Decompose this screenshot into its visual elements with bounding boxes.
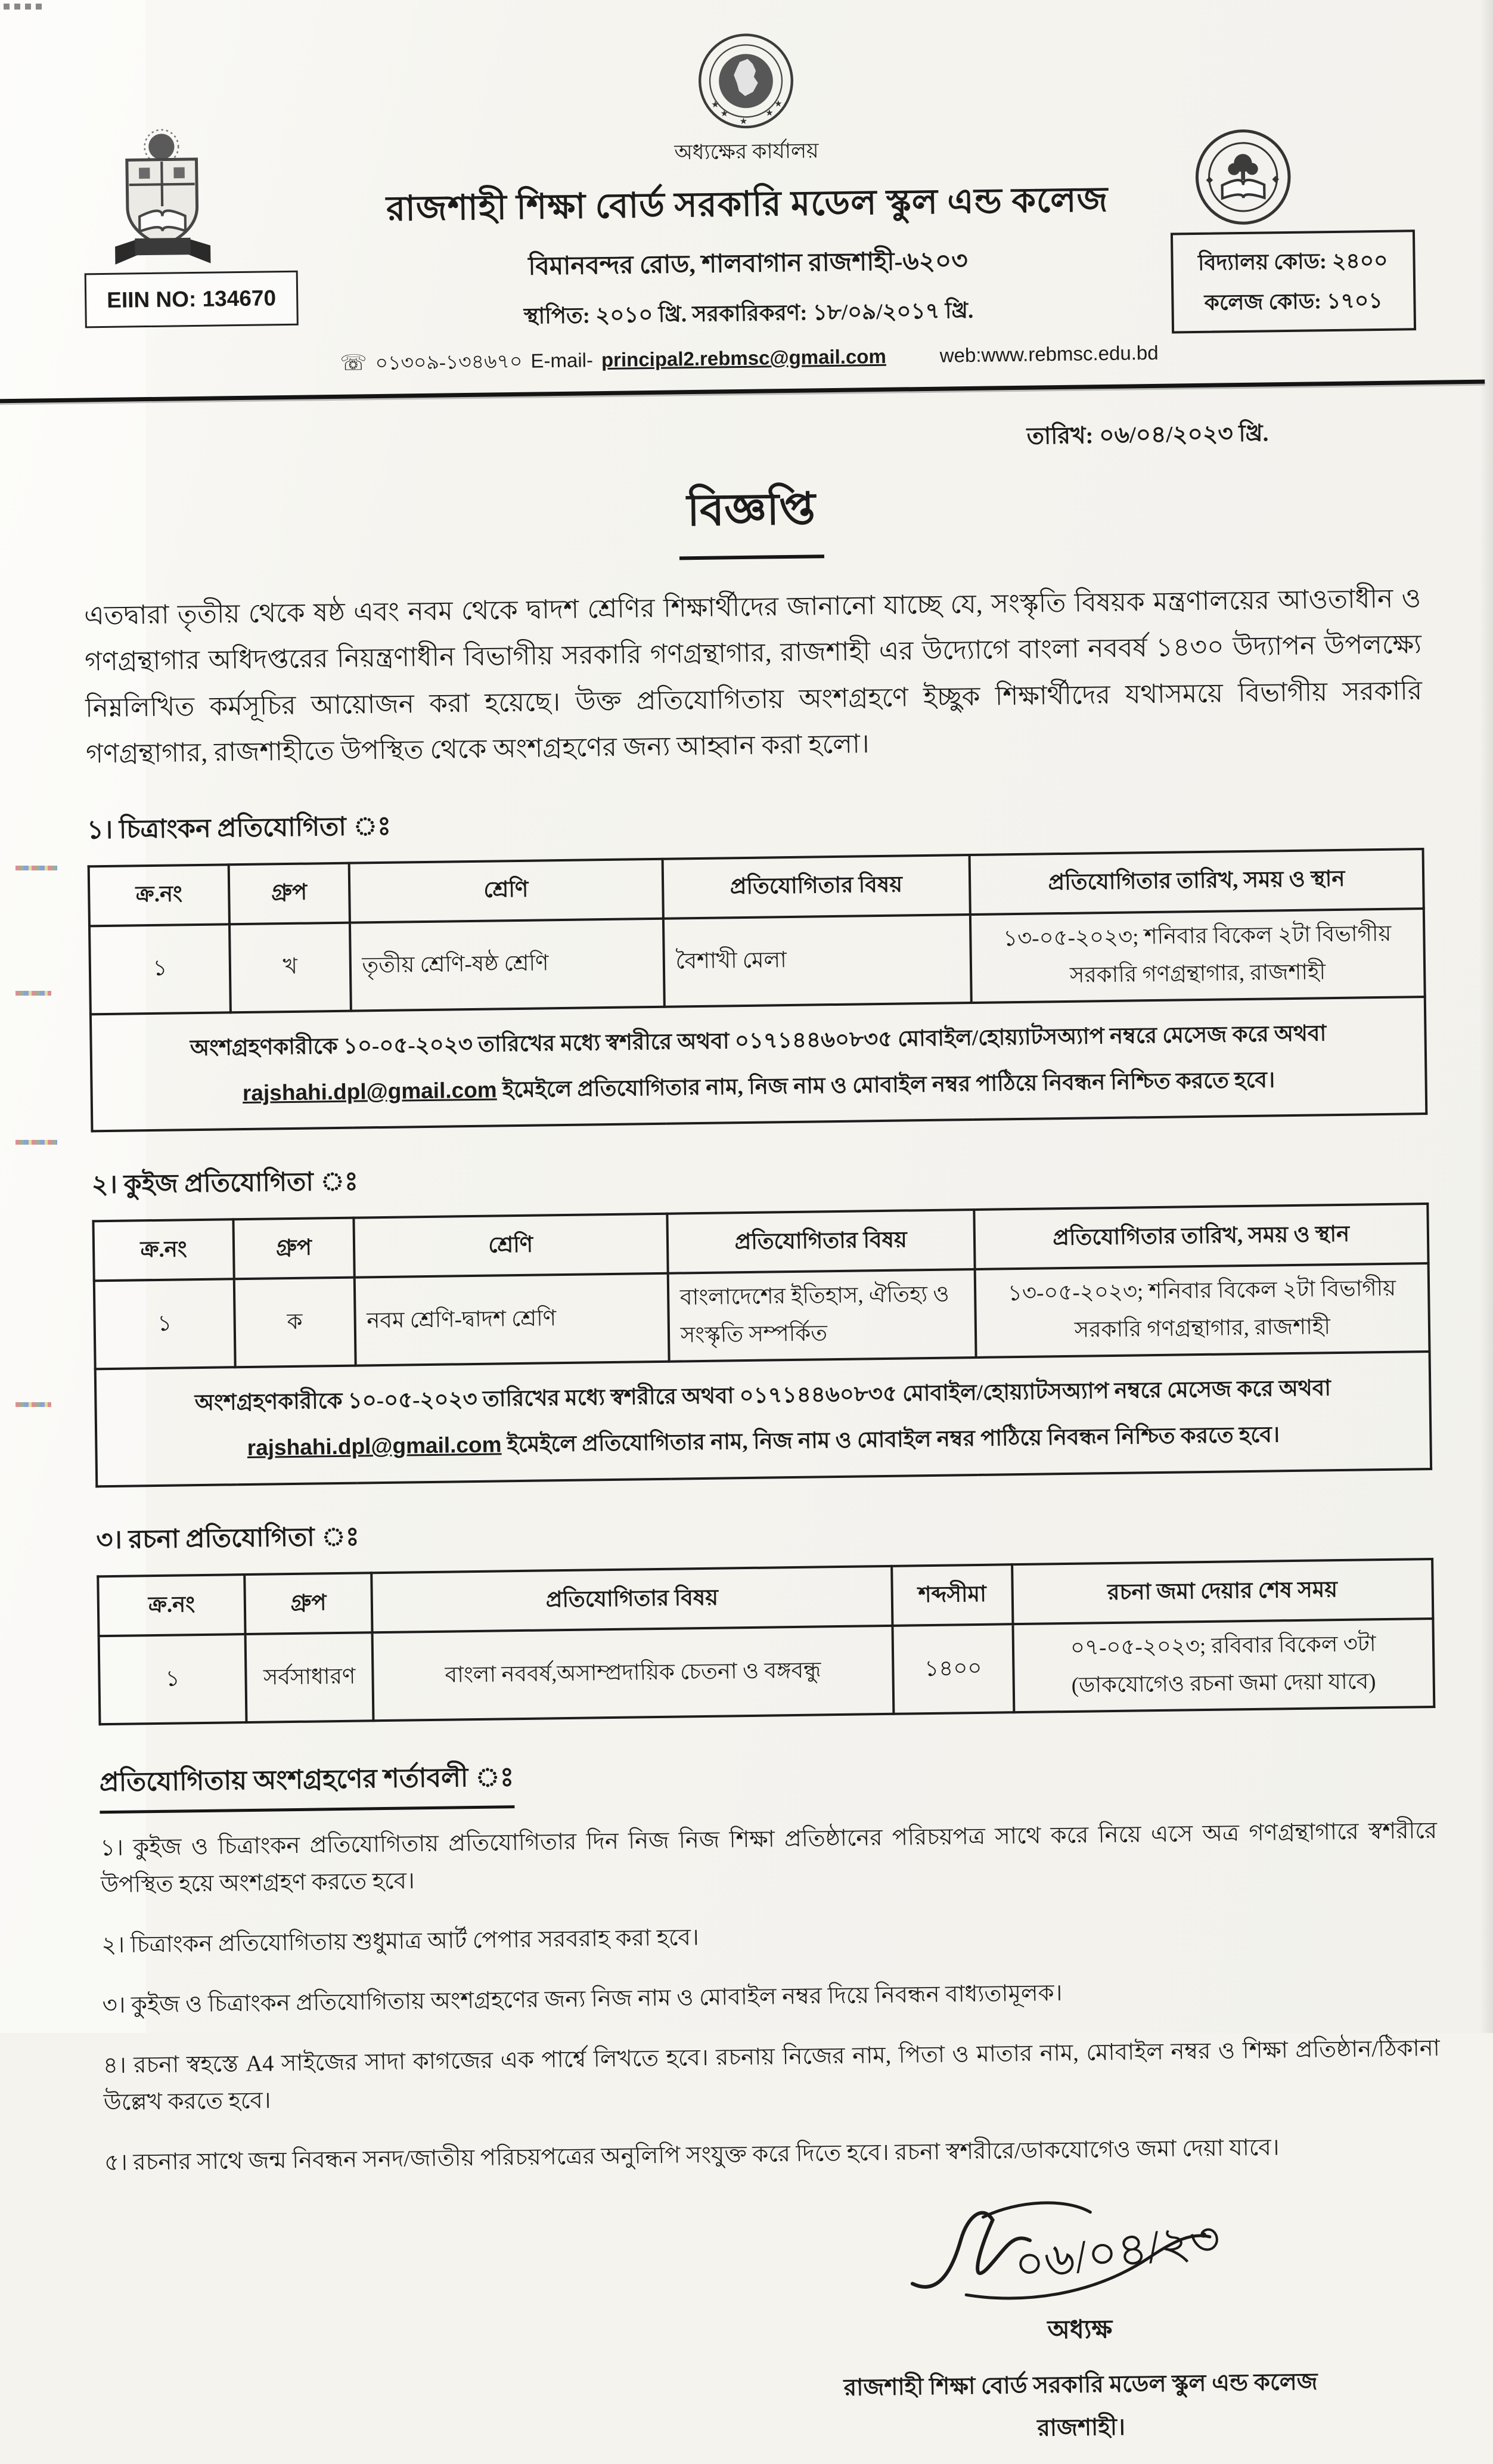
email-label: E-mail- bbox=[530, 349, 594, 372]
header-divider bbox=[0, 380, 1485, 404]
table-row bbox=[89, 909, 1425, 1014]
registration-note bbox=[95, 1352, 1431, 1486]
signature-block bbox=[727, 2187, 1433, 2454]
signatory-title: অধ্যক্ষ bbox=[1047, 2316, 1113, 2345]
college-code: কলেজ কোড: ১৭০১ bbox=[1204, 288, 1383, 315]
signatory-organization bbox=[729, 2359, 1433, 2454]
note-text: অংশগ্রহণকারীকে ১০-০৫-২০২৩ তারিখের মধ্যে স্বশরীরে অথবা ০১৭১৪৪৬০৮৩৫ মোবাইল/হোয়্যাটসঅ্যাপ নম্বরে মেসেজ করে অথবা bbox=[190, 1021, 1327, 1061]
letterhead bbox=[77, 22, 1418, 385]
cell-class: নবম শ্রেণি-দ্বাদশ শ্রেণি bbox=[354, 1273, 669, 1366]
office-name: অধ্যক্ষের কার্যালয় bbox=[674, 139, 819, 165]
note-text: অংশগ্রহণকারীকে ১০-০৫-২০২৩ তারিখের মধ্যে স্বশরীরে অথবা ০১৭১৪৪৬০৮৩৫ মোবাইল/হোয়্যাটসঅ্যাপ নম্বরে মেসেজ করে অথবা bbox=[194, 1376, 1331, 1416]
col-group: গ্রুপ bbox=[229, 863, 350, 924]
section-heading-drawing: ১। চিত্রাংকন প্রতিযোগিতা ঃ bbox=[86, 812, 392, 845]
term-item-5: ৫। রচনার সাথে জন্ম নিবন্ধন সনদ/জাতীয় পরিচয়পত্রের অনুলিপি সংযুক্ত করে দিতে হবে। রচনা স্বশরীরে/ডাকযোগেও জমা দেয়া যাবে। bbox=[104, 2135, 1280, 2176]
eiin-number-box: EIIN NO: 134670 bbox=[85, 271, 299, 328]
cell-serial: ১ bbox=[99, 1634, 247, 1724]
signatory-org-line2: রাজশাহী। bbox=[1037, 2415, 1126, 2442]
col-serial: ক্র.নং bbox=[93, 1220, 234, 1281]
signatory-org-line1: রাজশাহী শিক্ষা বোর্ড সরকারি মডেল স্কুল এন্ড কলেজ bbox=[843, 2369, 1318, 2401]
col-serial: ক্র.নং bbox=[98, 1575, 246, 1636]
term-item-3: ৩। কুইজ ও চিত্রাংকন প্রতিযোগিতায় অংশগ্রহণের জন্য নিজ নাম ও মোবাইল নম্বর দিয়ে নিবন্ধন বাধ্যতামূলক। bbox=[102, 1981, 1063, 2019]
term-item-4: ৪। রচনা স্বহস্তে A4 সাইজের সাদা কাগজের এক পার্শ্বে লিখতে হবে। রচনায় নিজের নাম, পিতা ও মাতার নাম, মোবাইল নম্বর ও শিক্ষা প্রতিষ্ঠান/ঠিকানা উল্লেখ করতে হবে। bbox=[103, 2035, 1441, 2116]
cell-word-limit: ১৪০০ bbox=[893, 1624, 1014, 1714]
cell-group: খ bbox=[229, 922, 350, 1012]
svg-text:★: ★ bbox=[765, 109, 774, 119]
notice-date: তারিখ: ০৬/০৪/২০২৩ খ্রি. bbox=[1026, 420, 1269, 450]
svg-text:★: ★ bbox=[739, 117, 747, 127]
col-subject: প্রতিযোগিতার বিষয় bbox=[667, 1210, 974, 1273]
cell-serial: ১ bbox=[94, 1279, 235, 1369]
section-heading-quiz: ২। কুইজ প্রতিযোগিতা ঃ bbox=[91, 1167, 359, 1200]
note-text: ইমেইলে প্রতিযোগিতার নাম, নিজ নাম ও মোবাইল নম্বর পাঠিয়ে নিবন্ধন নিশ্চিত করতে হবে। bbox=[502, 1067, 1275, 1102]
table-note-row bbox=[91, 997, 1426, 1132]
svg-text:◆: ◆ bbox=[1272, 174, 1280, 184]
col-subject: প্রতিযোগিতার বিষয় bbox=[371, 1566, 892, 1632]
phone-number: ০১৩০৯-১৩৪৬৭০ bbox=[375, 351, 523, 375]
contact-row bbox=[80, 334, 1418, 385]
essay-competition-table bbox=[97, 1558, 1435, 1725]
institution-codes-box bbox=[1170, 230, 1416, 334]
school-code: বিদ্যালয় কোড: ২৪০০ bbox=[1197, 248, 1388, 275]
website-address: web:www.rebmsc.edu.bd bbox=[939, 341, 1159, 367]
cell-deadline: ০৭-০৫-২০২৩; রবিবার বিকেল ৩টা (ডাকযোগেও রচনা জমা দেয়া যাবে) bbox=[1013, 1619, 1434, 1712]
registration-email-link[interactable]: rajshahi.dpl@gmail.com bbox=[247, 1432, 502, 1461]
school-crest-icon bbox=[101, 126, 222, 280]
svg-text:★: ★ bbox=[774, 99, 783, 109]
notice-title: বিজ্ঞপ্তি bbox=[678, 475, 824, 560]
col-class: শ্রেণি bbox=[349, 859, 663, 923]
cell-datetime: ১৩-০৫-২০২৩; শনিবার বিকেল ২টা বিভাগীয় সরকারি গণগ্রন্থাগার, রাজশাহী bbox=[974, 1263, 1429, 1357]
table-row bbox=[99, 1619, 1435, 1724]
registration-email-link[interactable]: rajshahi.dpl@gmail.com bbox=[242, 1077, 497, 1105]
phone-email-group bbox=[340, 341, 886, 382]
col-group: গ্রুপ bbox=[234, 1218, 355, 1279]
cell-group: সর্বসাধারণ bbox=[246, 1632, 374, 1722]
institution-name: রাজশাহী শিক্ষা বোর্ড সরকারি মডেল স্কুল এন্ড কলেজ bbox=[386, 179, 1109, 228]
established-line: স্থাপিত: ২০১০ খ্রি. সরকারিকরণ: ১৮/০৯/২০১৭ খ্রি. bbox=[523, 298, 974, 329]
terms-heading: প্রতিযোগিতায় অংশগ্রহণের শর্তাবলী ঃ bbox=[99, 1757, 514, 1814]
telephone-icon: ☏ bbox=[340, 351, 367, 375]
quiz-competition-table bbox=[92, 1202, 1432, 1487]
signature-date: ০৬/০৪/২৩ bbox=[1011, 2212, 1224, 2292]
cell-serial: ১ bbox=[89, 924, 231, 1014]
col-class: শ্রেণি bbox=[353, 1214, 668, 1278]
cell-class: তৃতীয় শ্রেণি-ষষ্ঠ শ্রেণি bbox=[350, 919, 665, 1011]
institution-address: বিমানবন্দর রোড, শালবাগান রাজশাহী-৬২০৩ bbox=[528, 247, 968, 281]
col-serial: ক্র.নং bbox=[89, 864, 229, 926]
col-group: গ্রুপ bbox=[245, 1573, 373, 1634]
drawing-competition-table bbox=[88, 848, 1428, 1133]
government-seal-icon bbox=[696, 99, 796, 134]
table-row bbox=[94, 1263, 1430, 1369]
cell-datetime: ১৩-০৫-২০২৩; শনিবার বিকেল ২টা বিভাগীয় সরকারি গণগ্রন্থাগার, রাজশাহী bbox=[970, 909, 1425, 1003]
cell-subject: বাংলাদেশের ইতিহাস, ঐতিহ্য ও সংস্কৃতি সম্পর্কিত bbox=[668, 1269, 976, 1362]
svg-text:★: ★ bbox=[719, 109, 728, 119]
education-board-seal-icon bbox=[1193, 126, 1294, 231]
cell-subject: বৈশাখী মেলা bbox=[663, 915, 971, 1007]
registration-note bbox=[91, 997, 1426, 1132]
cell-subject: বাংলা নববর্ষ,অসাম্প্রদায়িক চেতনা ও বঙ্গবন্ধু bbox=[373, 1626, 894, 1721]
term-item-2: ২। চিত্রাংকন প্রতিযোগিতায় শুধুমাত্র আর্ট পেপার সরবরাহ করা হবে। bbox=[101, 1925, 699, 1958]
cell-group: ক bbox=[234, 1278, 355, 1368]
col-datetime: প্রতিযোগিতার তারিখ, সময় ও স্থান bbox=[969, 849, 1424, 915]
email-link[interactable]: principal2.rebmsc@gmail.com bbox=[601, 345, 887, 371]
col-datetime: প্রতিযোগিতার তারিখ, সময় ও স্থান bbox=[974, 1204, 1429, 1269]
table-note-row bbox=[95, 1352, 1431, 1486]
svg-text:★: ★ bbox=[710, 100, 719, 110]
intro-paragraph: এতদ্বারা তৃতীয় থেকে ষষ্ঠ এবং নবম থেকে দ্বাদশ শ্রেণির শিক্ষার্থীদের জানানো যাচ্ছে যে, সংস্কৃতি বিষয়ক মন্ত্রণালয়ের আওতাধীন ও গণগ্রন্থাগার অধিদপ্তরের নিয়ন্ত্রণাধীন বিভাগীয় সরকারি গণগ্রন্থাগার, রাজশাহী এর উদ্যোগে বাংলা নববর্ষ ১৪৩০ উদ্যাপন উপলক্ষ্যে নিম্নলিখিত কর্মসূচির আয়োজন করা হয়েছে। উক্ত প্রতিযোগিতায় অংশগ্রহণে ইচ্ছুক শিক্ষার্থীদের যথাসময়ে বিভাগীয় সরকারি গণগ্রন্থাগার, রাজশাহীতে উপস্থিত থেকে অংশগ্রহণের জন্য আহ্বান করা হলো। bbox=[83, 584, 1423, 769]
svg-text:◆: ◆ bbox=[1206, 175, 1213, 185]
col-deadline: রচনা জমা দেয়ার শেষ সময় bbox=[1012, 1559, 1433, 1624]
term-item-1: ১। কুইজ ও চিত্রাংকন প্রতিযোগিতায় প্রতিযোগিতার দিন নিজ নিজ শিক্ষা প্রতিষ্ঠানের পরিচয়পত্র সাথে করে নিয়ে এসে অত্র গণগ্রন্থাগারে স্বশরীরে উপস্থিত হয়ে অংশগ্রহণ করতে হবে। bbox=[100, 1818, 1438, 1898]
section-heading-essay: ৩। রচনা প্রতিযোগিতা ঃ bbox=[96, 1523, 360, 1555]
note-text: ইমেইলে প্রতিযোগিতার নাম, নিজ নাম ও মোবাইল নম্বর পাঠিয়ে নিবন্ধন নিশ্চিত করতে হবে। bbox=[507, 1422, 1280, 1458]
col-subject: প্রতিযোগিতার বিষয় bbox=[662, 855, 970, 919]
col-word-limit: শব্দসীমা bbox=[892, 1564, 1013, 1626]
